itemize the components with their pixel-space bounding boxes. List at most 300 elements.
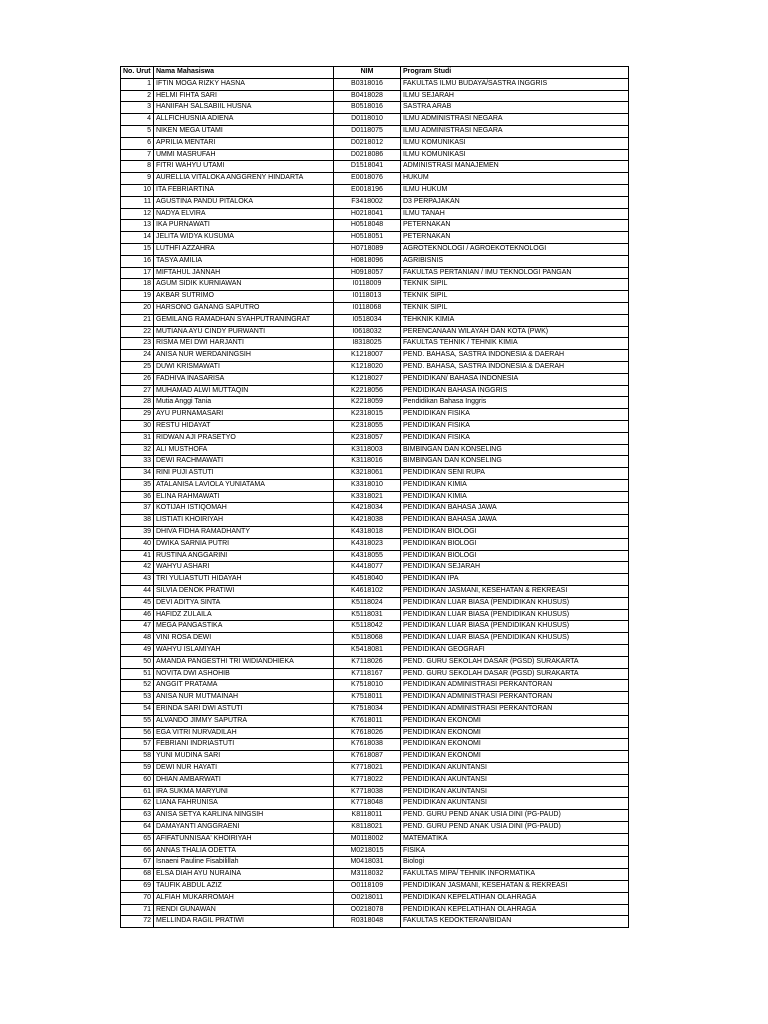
cell-name: LISTIATI KHOIRIYAH [154, 515, 334, 527]
table-row [121, 279, 629, 291]
cell-no: 1 [121, 78, 154, 90]
cell-prodi: PETERNAKAN [401, 232, 629, 244]
cell-no: 63 [121, 810, 154, 822]
cell-no: 32 [121, 444, 154, 456]
cell-nim: K4318023 [334, 538, 401, 550]
cell-no: 45 [121, 597, 154, 609]
table-row [121, 125, 629, 137]
cell-nim: K4218038 [334, 515, 401, 527]
cell-prodi: PEND. BAHASA, SASTRA INDONESIA & DAERAH [401, 361, 629, 373]
cell-prodi: AGROTEKNOLOGI / AGROEKOTEKNOLOGI [401, 243, 629, 255]
cell-name: DAMAYANTI ANGGRAENI [154, 822, 334, 834]
cell-nim: I8318025 [334, 338, 401, 350]
cell-nim: K3318010 [334, 479, 401, 491]
cell-prodi: PENDIDIKAN FISIKA [401, 432, 629, 444]
cell-no: 5 [121, 125, 154, 137]
cell-no: 53 [121, 692, 154, 704]
cell-name: WAHYU ISLAMIYAH [154, 645, 334, 657]
table-row [121, 255, 629, 267]
cell-no: 50 [121, 656, 154, 668]
table-row [121, 397, 629, 409]
table-row [121, 491, 629, 503]
cell-prodi: TEKNIK SIPIL [401, 291, 629, 303]
cell-prodi: PENDIDIKAN EKONOMI [401, 751, 629, 763]
cell-no: 7 [121, 149, 154, 161]
cell-name: ATALANISA LAVIOLA YUNIATAMA [154, 479, 334, 491]
cell-no: 14 [121, 232, 154, 244]
cell-prodi: PENDIDIKAN ADMINISTRASI PERKANTORAN [401, 680, 629, 692]
cell-no: 52 [121, 680, 154, 692]
cell-prodi: Pendidikan Bahasa Inggris [401, 397, 629, 409]
table-row [121, 845, 629, 857]
cell-prodi: AGRIBISNIS [401, 255, 629, 267]
cell-no: 2 [121, 90, 154, 102]
cell-no: 54 [121, 704, 154, 716]
cell-nim: K8118011 [334, 810, 401, 822]
cell-prodi: FAKULTAS KEDOKTERAN/BIDAN [401, 916, 629, 928]
cell-prodi: PENDIDIKAN LUAR BIASA (PENDIDIKAN KHUSUS) [401, 633, 629, 645]
cell-name: ANISA NUR MUTMAINAH [154, 692, 334, 704]
cell-nim: K8118021 [334, 822, 401, 834]
cell-name: IKA PURNAWATI [154, 220, 334, 232]
cell-prodi: PERENCANAAN WILAYAH DAN KOTA (PWK) [401, 326, 629, 338]
cell-prodi: PENDIDIKAN FISIKA [401, 409, 629, 421]
table-row [121, 208, 629, 220]
cell-nim: R0318048 [334, 916, 401, 928]
cell-name: IFTIN MOGA RIZKY HASNA [154, 78, 334, 90]
cell-no: 38 [121, 515, 154, 527]
cell-name: DEWI RACHMAWATI [154, 456, 334, 468]
cell-prodi: PENDIDIKAN KIMIA [401, 491, 629, 503]
cell-prodi: PENDIDIKAN KEPELATIHAN OLAHRAGA [401, 904, 629, 916]
cell-prodi: MATEMATIKA [401, 833, 629, 845]
cell-prodi: PEND. GURU SEKOLAH DASAR (PGSD) SURAKARTA [401, 656, 629, 668]
cell-nim: M0418031 [334, 857, 401, 869]
cell-nim: K4218034 [334, 503, 401, 515]
cell-nim: K2218056 [334, 385, 401, 397]
cell-prodi: PENDIDIKAN AKUNTANSI [401, 774, 629, 786]
cell-no: 20 [121, 302, 154, 314]
cell-nim: H0918057 [334, 267, 401, 279]
table-row [121, 715, 629, 727]
cell-prodi: ILMU HUKUM [401, 184, 629, 196]
cell-no: 72 [121, 916, 154, 928]
cell-prodi: PEND. BAHASA, SASTRA INDONESIA & DAERAH [401, 350, 629, 362]
header-prodi: Program Studi [401, 67, 629, 79]
table-row [121, 656, 629, 668]
cell-prodi: PENDIDIKAN AKUNTANSI [401, 763, 629, 775]
cell-prodi: Biologi [401, 857, 629, 869]
cell-name: ITA FEBRIARTINA [154, 184, 334, 196]
cell-name: HANIIFAH SALSABIIL HUSNA [154, 102, 334, 114]
cell-name: DEVI ADITYA SINTA [154, 597, 334, 609]
cell-prodi: PENDIDIKAN LUAR BIASA (PENDIDIKAN KHUSUS) [401, 609, 629, 621]
cell-name: MUHAMAD ALWI MUTTAQIN [154, 385, 334, 397]
table-row [121, 302, 629, 314]
cell-prodi: ILMU KOMUNIKASI [401, 137, 629, 149]
cell-no: 64 [121, 822, 154, 834]
cell-prodi: PENDIDIKAN BIOLOGI [401, 527, 629, 539]
cell-prodi: TEHKNIK KIMIA [401, 314, 629, 326]
cell-name: YUNI MUDINA SARI [154, 751, 334, 763]
cell-no: 41 [121, 550, 154, 562]
cell-no: 60 [121, 774, 154, 786]
cell-nim: K5418081 [334, 645, 401, 657]
cell-prodi: PENDIDIKAN IPA [401, 574, 629, 586]
table-row [121, 538, 629, 550]
cell-no: 26 [121, 373, 154, 385]
cell-nim: K2318015 [334, 409, 401, 421]
cell-prodi: PENDIDIKAN AKUNTANSI [401, 786, 629, 798]
cell-prodi: PENDIDIKAN AKUNTANSI [401, 798, 629, 810]
cell-prodi: FAKULTAS TEHNIK / TEHNIK KIMIA [401, 338, 629, 350]
table-row [121, 880, 629, 892]
table-row [121, 220, 629, 232]
table-row [121, 904, 629, 916]
cell-nim: E0018076 [334, 173, 401, 185]
table-row [121, 668, 629, 680]
table-row [121, 692, 629, 704]
cell-name: AGUM SIDIK KURNIAWAN [154, 279, 334, 291]
table-row [121, 680, 629, 692]
cell-prodi: PEND. GURU PEND ANAK USIA DINI (PG-PAUD) [401, 810, 629, 822]
cell-name: ALLFICHUSNIA ADIENA [154, 114, 334, 126]
cell-prodi: ADMINISTRASI MANAJEMEN [401, 161, 629, 173]
cell-name: FITRI WAHYU UTAMI [154, 161, 334, 173]
cell-no: 39 [121, 527, 154, 539]
cell-no: 27 [121, 385, 154, 397]
cell-name: Isnaeni Pauline Fisabilillah [154, 857, 334, 869]
cell-nim: H0518051 [334, 232, 401, 244]
table-row [121, 574, 629, 586]
cell-nim: H0818096 [334, 255, 401, 267]
cell-nim: K3118003 [334, 444, 401, 456]
cell-nim: K3118016 [334, 456, 401, 468]
cell-prodi: D3 PERPAJAKAN [401, 196, 629, 208]
cell-nim: K7618087 [334, 751, 401, 763]
cell-no: 29 [121, 409, 154, 421]
cell-name: MUTIANA AYU CINDY PURWANTI [154, 326, 334, 338]
table-row [121, 137, 629, 149]
cell-no: 12 [121, 208, 154, 220]
cell-name: AKBAR SUTRIMO [154, 291, 334, 303]
cell-prodi: HUKUM [401, 173, 629, 185]
header-name: Nama Mahasiswa [154, 67, 334, 79]
cell-no: 33 [121, 456, 154, 468]
header-row [121, 67, 629, 79]
cell-prodi: PENDIDIKAN EKONOMI [401, 715, 629, 727]
cell-prodi: FAKULTAS MIPA/ TEHNIK INFORMATIKA [401, 869, 629, 881]
cell-nim: O0118109 [334, 880, 401, 892]
cell-prodi: PENDIDIKAN SEJARAH [401, 562, 629, 574]
cell-nim: M0118002 [334, 833, 401, 845]
table-row [121, 409, 629, 421]
table-row [121, 562, 629, 574]
cell-nim: I0118068 [334, 302, 401, 314]
cell-name: NOVITA DWI ASHOHIB [154, 668, 334, 680]
cell-prodi: ILMU TANAH [401, 208, 629, 220]
student-table [120, 66, 629, 928]
cell-prodi: BIMBINGAN DAN KONSELING [401, 444, 629, 456]
cell-name: GEMILANG RAMADHAN SYAHPUTRANINGRAT [154, 314, 334, 326]
cell-name: DHIVA FIDHA RAMADHANTY [154, 527, 334, 539]
cell-no: 34 [121, 468, 154, 480]
cell-no: 44 [121, 586, 154, 598]
cell-name: RUSTINA ANGGARINI [154, 550, 334, 562]
cell-name: FADHIVA INASARISA [154, 373, 334, 385]
table-row [121, 503, 629, 515]
cell-nim: K7618038 [334, 739, 401, 751]
table-row [121, 161, 629, 173]
cell-nim: K4418077 [334, 562, 401, 574]
cell-nim: K7618026 [334, 727, 401, 739]
cell-name: IRA SUKMA MARYUNI [154, 786, 334, 798]
table-row [121, 361, 629, 373]
cell-no: 6 [121, 137, 154, 149]
cell-name: EGA VITRI NURVADILAH [154, 727, 334, 739]
cell-name: ANISA NUR WERDANINGSIH [154, 350, 334, 362]
cell-nim: E0018196 [334, 184, 401, 196]
cell-name: KOTIJAH ISTIQOMAH [154, 503, 334, 515]
cell-nim: K7618011 [334, 715, 401, 727]
cell-name: MIFTAHUL JANNAH [154, 267, 334, 279]
cell-prodi: PENDIDIKAN LUAR BIASA (PENDIDIKAN KHUSUS) [401, 597, 629, 609]
cell-no: 48 [121, 633, 154, 645]
cell-no: 55 [121, 715, 154, 727]
cell-no: 68 [121, 869, 154, 881]
table-row [121, 114, 629, 126]
cell-no: 18 [121, 279, 154, 291]
cell-nim: M3118032 [334, 869, 401, 881]
cell-nim: I0618032 [334, 326, 401, 338]
cell-no: 3 [121, 102, 154, 114]
cell-name: MEGA PANGASTIKA [154, 621, 334, 633]
table-row [121, 196, 629, 208]
table-row [121, 550, 629, 562]
cell-no: 24 [121, 350, 154, 362]
cell-nim: H0718089 [334, 243, 401, 255]
table-row [121, 479, 629, 491]
cell-nim: B0418028 [334, 90, 401, 102]
cell-nim: D0218012 [334, 137, 401, 149]
cell-no: 16 [121, 255, 154, 267]
table-row [121, 609, 629, 621]
header-no: No. Urut [121, 67, 154, 79]
cell-prodi: PENDIDIKAN SENI RUPA [401, 468, 629, 480]
table-row [121, 149, 629, 161]
cell-name: ELSA DIAH AYU NURAINA [154, 869, 334, 881]
table-row [121, 645, 629, 657]
cell-no: 31 [121, 432, 154, 444]
cell-prodi: ILMU SEJARAH [401, 90, 629, 102]
cell-prodi: PENDIDIKAN KIMIA [401, 479, 629, 491]
cell-nim: B0518016 [334, 102, 401, 114]
table-row [121, 869, 629, 881]
cell-prodi: FAKULTAS PERTANIAN / IMU TEKNOLOGI PANGAN [401, 267, 629, 279]
table-row [121, 751, 629, 763]
cell-no: 37 [121, 503, 154, 515]
cell-name: ANISA SETYA KARLINA NINGSIH [154, 810, 334, 822]
table-row [121, 597, 629, 609]
cell-name: DHIAN AMBARWATI [154, 774, 334, 786]
table-row [121, 314, 629, 326]
table-header [121, 67, 629, 79]
cell-no: 47 [121, 621, 154, 633]
cell-no: 22 [121, 326, 154, 338]
cell-nim: D0118010 [334, 114, 401, 126]
table-row [121, 350, 629, 362]
cell-name: RIDWAN AJI PRASETYO [154, 432, 334, 444]
cell-no: 25 [121, 361, 154, 373]
cell-no: 13 [121, 220, 154, 232]
cell-name: DEWI NUR HAYATI [154, 763, 334, 775]
table-row [121, 810, 629, 822]
cell-no: 62 [121, 798, 154, 810]
cell-no: 40 [121, 538, 154, 550]
cell-no: 4 [121, 114, 154, 126]
cell-no: 69 [121, 880, 154, 892]
header-nim: NIM [334, 67, 401, 79]
cell-name: RINI PUJI ASTUTI [154, 468, 334, 480]
cell-name: HARSONO GANANG SAPUTRO [154, 302, 334, 314]
cell-nim: I0118013 [334, 291, 401, 303]
table-row [121, 763, 629, 775]
table-row [121, 515, 629, 527]
cell-prodi: PENDIDIKAN JASMANI, KESEHATAN & REKREASI [401, 586, 629, 598]
cell-no: 30 [121, 420, 154, 432]
cell-nim: D0118075 [334, 125, 401, 137]
table-row [121, 291, 629, 303]
cell-nim: K1218027 [334, 373, 401, 385]
table-row [121, 444, 629, 456]
cell-name: DWIKA SARNIA PUTRI [154, 538, 334, 550]
cell-nim: O0218011 [334, 892, 401, 904]
cell-no: 35 [121, 479, 154, 491]
table-row [121, 739, 629, 751]
cell-name: DUWI KRISMAWATI [154, 361, 334, 373]
cell-name: VINI ROSA DEWI [154, 633, 334, 645]
table-row [121, 173, 629, 185]
cell-nim: M0218015 [334, 845, 401, 857]
cell-no: 36 [121, 491, 154, 503]
cell-prodi: PENDIDIKAN JASMANI, KESEHATAN & REKREASI [401, 880, 629, 892]
table-row [121, 102, 629, 114]
cell-no: 28 [121, 397, 154, 409]
cell-prodi: PENDIDIKAN BAHASA JAWA [401, 503, 629, 515]
cell-nim: F3418002 [334, 196, 401, 208]
cell-nim: K5118042 [334, 621, 401, 633]
cell-no: 58 [121, 751, 154, 763]
cell-nim: K7518011 [334, 692, 401, 704]
cell-name: SILVIA DENOK PRATIWI [154, 586, 334, 598]
cell-nim: H0518048 [334, 220, 401, 232]
table-row [121, 420, 629, 432]
table-row [121, 892, 629, 904]
cell-prodi: ILMU ADMINISTRASI NEGARA [401, 125, 629, 137]
cell-no: 66 [121, 845, 154, 857]
cell-nim: H0218041 [334, 208, 401, 220]
cell-name: NADYA ELVIRA [154, 208, 334, 220]
cell-no: 51 [121, 668, 154, 680]
cell-nim: K7118026 [334, 656, 401, 668]
cell-no: 71 [121, 904, 154, 916]
table-row [121, 633, 629, 645]
cell-no: 9 [121, 173, 154, 185]
cell-no: 11 [121, 196, 154, 208]
cell-nim: I0518034 [334, 314, 401, 326]
cell-no: 19 [121, 291, 154, 303]
table-row [121, 621, 629, 633]
cell-nim: K2318055 [334, 420, 401, 432]
cell-nim: K2218059 [334, 397, 401, 409]
table-row [121, 432, 629, 444]
cell-nim: K3218061 [334, 468, 401, 480]
cell-name: WAHYU ASHARI [154, 562, 334, 574]
cell-prodi: FAKULTAS ILMU BUDAYA/SASTRA INGGRIS [401, 78, 629, 90]
table-row [121, 78, 629, 90]
table-row [121, 857, 629, 869]
cell-prodi: PEND. GURU SEKOLAH DASAR (PGSD) SURAKARTA [401, 668, 629, 680]
cell-prodi: PENDIDIKAN KEPELATIHAN OLAHRAGA [401, 892, 629, 904]
cell-name: MELLINDA RAGIL PRATIWI [154, 916, 334, 928]
table-row [121, 774, 629, 786]
table-row [121, 267, 629, 279]
cell-no: 61 [121, 786, 154, 798]
cell-nim: O0218078 [334, 904, 401, 916]
cell-prodi: BIMBINGAN DAN KONSELING [401, 456, 629, 468]
cell-prodi: PENDIDIKAN EKONOMI [401, 727, 629, 739]
cell-nim: B0318016 [334, 78, 401, 90]
cell-no: 65 [121, 833, 154, 845]
cell-name: APRILIA MENTARI [154, 137, 334, 149]
cell-name: RENDI GUNAWAN [154, 904, 334, 916]
cell-name: TRI YULIASTUTI HIDAYAH [154, 574, 334, 586]
cell-nim: K5118024 [334, 597, 401, 609]
cell-name: ALI MUSTHOFA [154, 444, 334, 456]
cell-no: 21 [121, 314, 154, 326]
table-row [121, 822, 629, 834]
cell-name: JELITA WIDYA KUSUMA [154, 232, 334, 244]
cell-prodi: SASTRA ARAB [401, 102, 629, 114]
cell-prodi: PENDIDIKAN BIOLOGI [401, 550, 629, 562]
cell-name: TASYA AMILIA [154, 255, 334, 267]
cell-nim: D1518041 [334, 161, 401, 173]
cell-no: 70 [121, 892, 154, 904]
cell-prodi: PENDIDIKAN BIOLOGI [401, 538, 629, 550]
cell-nim: K2318057 [334, 432, 401, 444]
cell-name: TAUFIK ABDUL AZIZ [154, 880, 334, 892]
cell-nim: K3318021 [334, 491, 401, 503]
table-row [121, 798, 629, 810]
table-row [121, 338, 629, 350]
cell-name: RISMA MEI DWI HARJANTI [154, 338, 334, 350]
table-row [121, 232, 629, 244]
cell-no: 10 [121, 184, 154, 196]
cell-nim: K7718021 [334, 763, 401, 775]
table-row [121, 586, 629, 598]
cell-prodi: PENDIDIKAN ADMINISTRASI PERKANTORAN [401, 704, 629, 716]
cell-prodi: PENDIDIKAN FISIKA [401, 420, 629, 432]
table-row [121, 833, 629, 845]
table-row [121, 527, 629, 539]
cell-prodi: PENDIDIKAN GEOGRAFI [401, 645, 629, 657]
table-row [121, 184, 629, 196]
table-row [121, 786, 629, 798]
cell-nim: K4318018 [334, 527, 401, 539]
cell-name: UMMI MASRUFAH [154, 149, 334, 161]
cell-name: FEBRIANI INDRIASTUTI [154, 739, 334, 751]
cell-nim: K4618102 [334, 586, 401, 598]
